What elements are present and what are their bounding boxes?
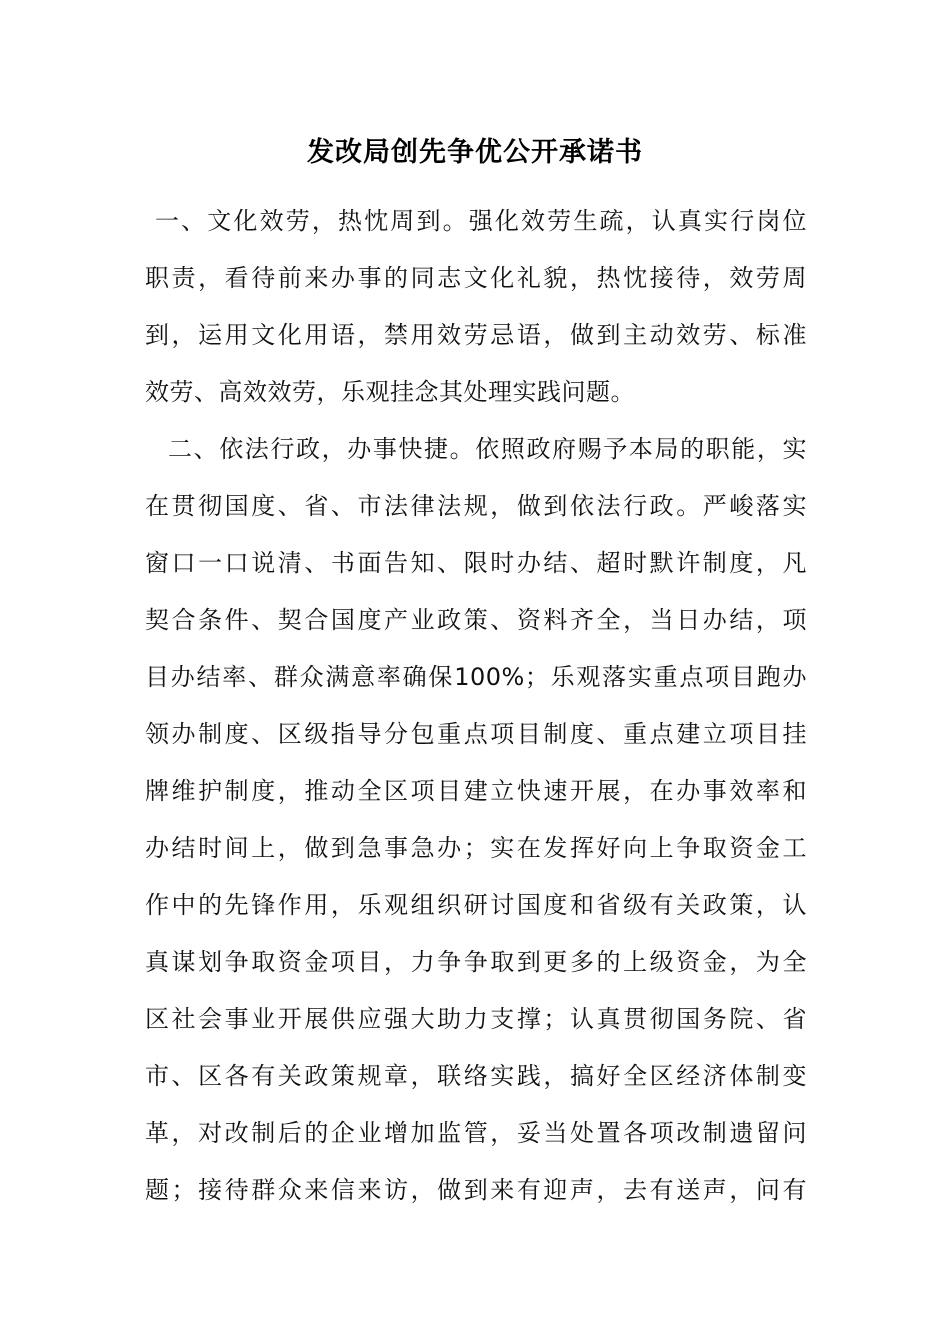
paragraph-2-line-10: 真谋划争取资金项目，力争争取到更多的上级资金，为全 <box>145 948 807 976</box>
paragraph-2-line-12: 市、区各有关政策规章，联络实践，搞好全区经济体制变 <box>145 1062 807 1090</box>
paragraph-2-line-14: 题；接待群众来信来访，做到来有迎声，去有送声，问有 <box>145 1176 807 1204</box>
paragraph-2-line-11: 区社会事业开展供应强大助力支撑；认真贯彻国务院、省 <box>145 1005 807 1033</box>
paragraph-2-line-1: 二、依法行政，办事快捷。依照政府赐予本局的职能，实 <box>168 435 807 463</box>
paragraph-2-line-6: 领办制度、区级指导分包重点项目制度、重点建立项目挂 <box>145 720 807 748</box>
paragraph-1-line-4: 效劳、高效效劳，乐观挂念其处理实践问题。 <box>145 378 635 406</box>
paragraph-2-line-5: 目办结率、群众满意率确保100%；乐观落实重点项目跑办 <box>145 663 807 691</box>
paragraph-2-line-13: 革，对改制后的企业增加监管，妥当处置各项改制遗留问 <box>145 1119 807 1147</box>
paragraph-2-line-3: 窗口一口说清、书面告知、限时办结、超时默许制度，凡 <box>145 549 807 577</box>
paragraph-1-line-1: 一、文化效劳，热忱周到。强化效劳生疏，认真实行岗位 <box>155 207 807 235</box>
paragraph-2-line-4: 契合条件、契合国度产业政策、资料齐全，当日办结，项 <box>145 606 807 634</box>
document-title: 发改局创先争优公开承诺书 <box>307 137 643 168</box>
paragraph-2-line-8: 办结时间上，做到急事急办；实在发挥好向上争取资金工 <box>145 834 807 862</box>
paragraph-1-line-3: 到，运用文化用语，禁用效劳忌语，做到主动效劳、标准 <box>145 321 807 349</box>
paragraph-2-line-7: 牌维护制度，推动全区项目建立快速开展，在办事效率和 <box>145 777 807 805</box>
paragraph-2-line-2: 在贯彻国度、省、市法律法规，做到依法行政。严峻落实 <box>145 492 807 520</box>
paragraph-1-line-2: 职责，看待前来办事的同志文化礼貌，热忱接待，效劳周 <box>145 264 807 292</box>
paragraph-2-line-9: 作中的先锋作用，乐观组织研讨国度和省级有关政策，认 <box>145 891 807 919</box>
